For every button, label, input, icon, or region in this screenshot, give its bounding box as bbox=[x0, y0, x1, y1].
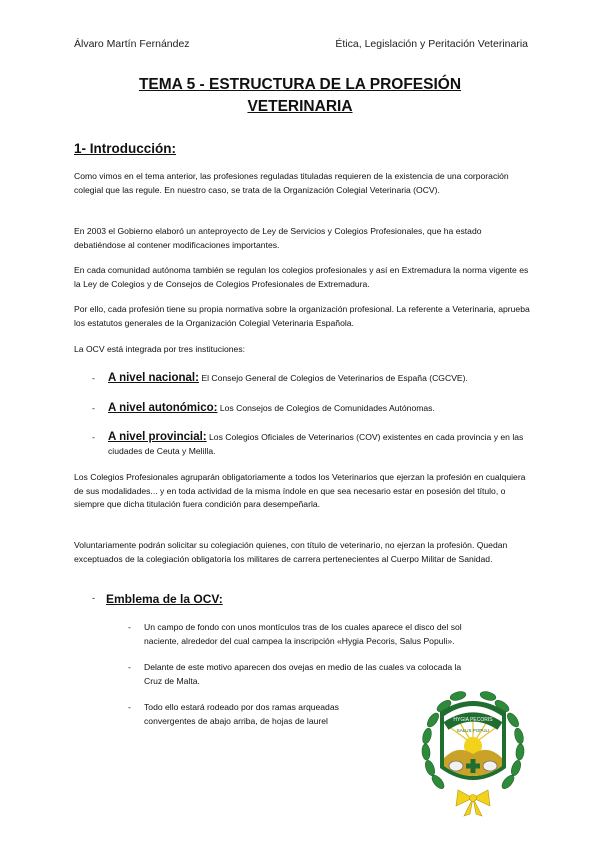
emblem-item-line: Un campo de fondo con unos montículos tras de los cuales aparece el disco del sol bbox=[144, 622, 462, 632]
header-subject: Ética, Legislación y Peritación Veterinaria bbox=[335, 38, 528, 50]
paragraph-4: Por ello, cada profesión tiene su propia normativa sobre la organización profesional. La referente a Veterinaria, aprueba los estatutos generales de la Organización Colegial Veterinaria Española. bbox=[74, 304, 530, 328]
institution-label: A nivel provincial: bbox=[108, 431, 207, 443]
institution-text: Los Colegios Oficiales de Veterinarios (COV) existentes en cada provincia y en las ciudades de Ceuta y Melilla. bbox=[108, 432, 524, 456]
paragraph-7: Voluntariamente podrán solicitar su colegiación quienes, con título de veterinario, no ejerzan la profesión. Quedan exceptuados de la colegiación obligatoria los militares de carrera pertenecientes al Cuerpo Militar de Sanidad. bbox=[74, 540, 508, 564]
bullet-dash: - bbox=[92, 373, 95, 383]
page-title-line2: VETERINARIA bbox=[247, 98, 353, 115]
institution-label: A nivel nacional: bbox=[108, 372, 199, 384]
sheep-left-icon bbox=[449, 761, 463, 771]
emblem-item-line: convergentes de abajo arriba, de hojas de laurel bbox=[144, 715, 328, 726]
institution-text: Los Consejos de Colegios de Comunidades Autónomas. bbox=[217, 403, 435, 413]
page-title-line1: TEMA 5 - ESTRUCTURA DE LA PROFESIÓN bbox=[138, 76, 462, 93]
emblem-inscription: SALUS POPULI bbox=[456, 728, 490, 733]
bullet-dash: - bbox=[92, 593, 95, 603]
ocv-emblem-logo bbox=[418, 682, 528, 822]
page-title bbox=[60, 74, 540, 118]
paragraph-3: En cada comunidad autónoma también se regulan los colegios profesionales y así en Extremadura la norma vigente es la Ley de Colegios y de Consejos de Colegios Profesionales de Extremadura. bbox=[74, 265, 529, 289]
bullet-dash: - bbox=[128, 662, 131, 672]
emblem-heading-label: Emblema de la OCV: bbox=[106, 592, 223, 606]
paragraph-1: Como vimos en el tema anterior, las profesiones reguladas tituladas requieren de la existencia de una corporación colegial que las regule. En nuestro caso, se trata de la Organización Colegial Veterinaria (OCV). bbox=[74, 171, 509, 195]
paragraph-2: En 2003 el Gobierno elaboró un anteproyecto de Ley de Servicios y Colegios Profesionales, que ha estado debatiéndose al contener modificaciones importantes. bbox=[74, 226, 482, 250]
emblem-item-line: Delante de este motivo aparecen dos ovejas en medio de las cuales va colocada la bbox=[144, 662, 462, 672]
ribbon-bow-icon bbox=[456, 790, 490, 816]
emblem-item-line: Todo ello estará rodeado por dos ramas arqueadas bbox=[144, 702, 339, 712]
bullet-dash: - bbox=[92, 403, 95, 413]
sheep-right-icon bbox=[483, 761, 497, 771]
emblem-inscription: HYGIA PECORIS bbox=[453, 717, 493, 723]
bullet-dash: - bbox=[128, 622, 131, 632]
emblem-item-line: naciente, alrededor del cual campea la inscripción «Hygia Pecoris, Salus Populi». bbox=[144, 635, 455, 646]
bullet-dash: - bbox=[128, 702, 131, 712]
emblem-item-line: Cruz de Malta. bbox=[144, 675, 200, 686]
section-heading-introduction: 1- Introducción: bbox=[74, 141, 176, 156]
institution-text: El Consejo General de Colegios de Veterinarios de España (CGCVE). bbox=[198, 373, 468, 383]
institution-label: A nivel autonómico: bbox=[108, 402, 218, 414]
paragraph-6: Los Colegios Profesionales agruparán obligatoriamente a todos los Veterinarios que ejerzan la profesión en cualquiera de sus modalidades... y en toda actividad de la misma índole en que sea necesario estar en posesión del título, o siempre que dicha titulación fuera condición para desempeñarla. bbox=[74, 472, 526, 510]
bullet-dash: - bbox=[92, 432, 95, 442]
paragraph-5: La OCV está integrada por tres instituciones: bbox=[74, 344, 246, 354]
header-author: Álvaro Martín Fernández bbox=[74, 38, 190, 50]
